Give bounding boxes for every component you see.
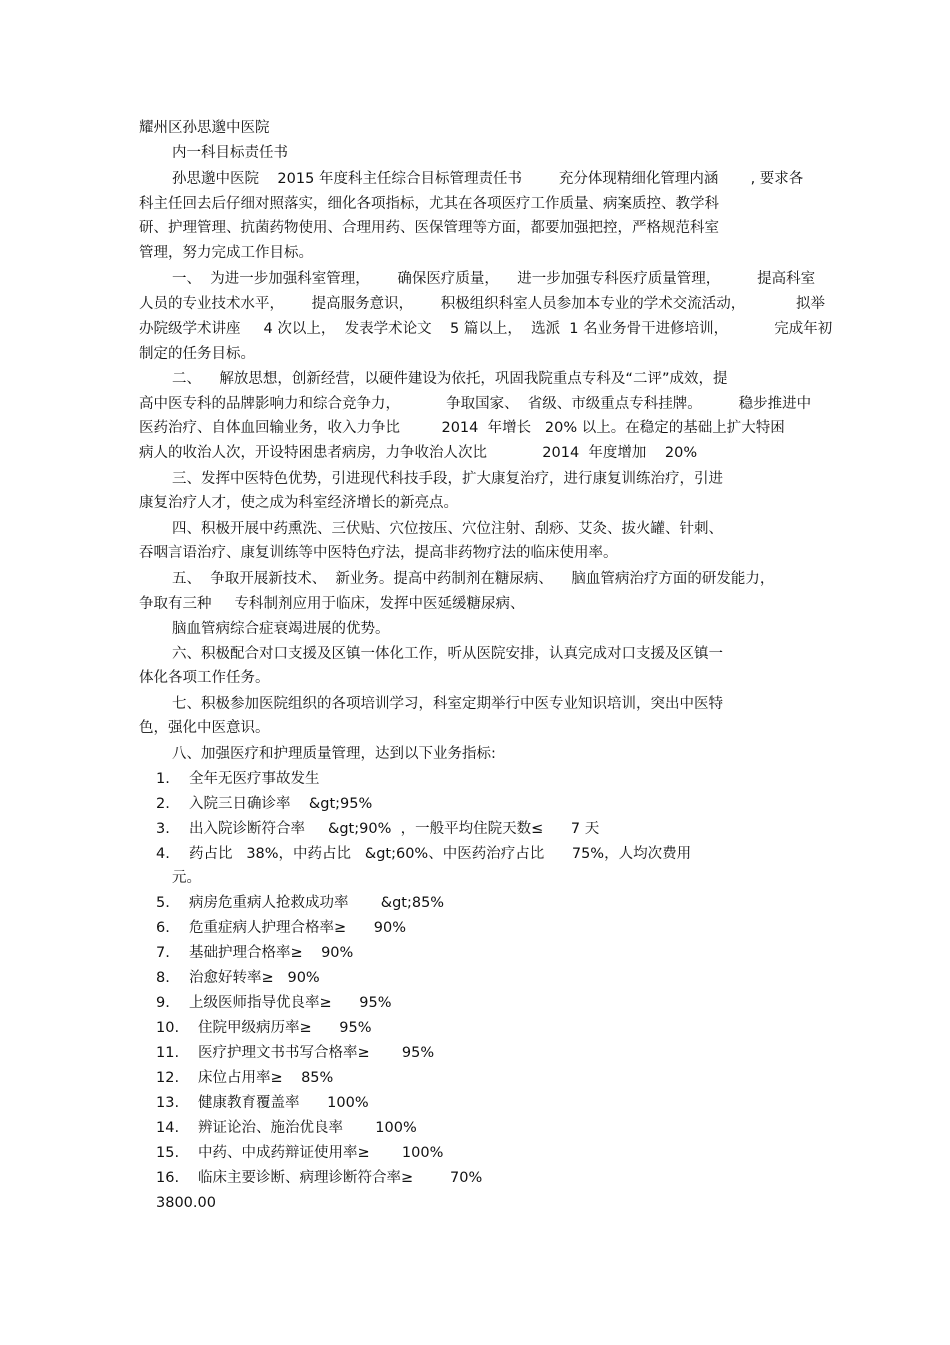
list-item [156, 943, 353, 963]
item-text: 辨证论治、施治优良率 100% [198, 1120, 417, 1136]
item-number: 11. [156, 1045, 180, 1061]
item-number: 3. [156, 821, 170, 837]
list-item [156, 794, 372, 814]
org-name: 耀州区孙思邈中医院 [139, 120, 270, 136]
list-item [156, 1068, 333, 1088]
section-2-line: 高中医专科的品牌影响力和综合竞争力， 争取国家、 省级、市级重点专科挂牌。 稳步推进中 [139, 396, 812, 412]
section-2-line: 医药治疗、自体血回输业务，收入力争比 2014 年增长 20% 以上。在稳定的基础上扩大特困 [139, 420, 785, 436]
item-number: 2. [156, 796, 170, 812]
item-number: 1. [156, 771, 170, 787]
section-5-line: 五、 争取开展新技术、 新业务。提高中药制剂在糖尿病、 脑血管病治疗方面的研发能力， [172, 571, 775, 587]
list-item [156, 918, 406, 938]
item-text: 医疗护理文书书写合格率≥ 95% [198, 1045, 435, 1061]
item-text: 危重症病人护理合格率≥ 90% [189, 920, 407, 936]
intro-line: 孙思邈中医院 2015 年度科主任综合目标管理责任书 充分体现精细化管理内涵 , 要求各 [172, 171, 804, 187]
item-text: 入院三日确诊率 &gt;95% [189, 796, 373, 812]
section-6-line: 体化各项工作任务。 [139, 670, 270, 686]
list-item [156, 1118, 417, 1138]
section-4-line: 四、积极开展中药熏洗、三伏贴、穴位按压、穴位注射、刮痧、艾灸、拔火罐、针刺、 [172, 521, 723, 537]
item-text: 床位占用率≥ 85% [198, 1070, 334, 1086]
section-2-line: 病人的收治人次，开设特困患者病房，力争收治人次比 2014 年度增加 20% [139, 445, 698, 461]
section-7-line: 色，强化中医意识。 [139, 720, 270, 736]
item-text: 中药、中成药辩证使用率≥ 100% [198, 1145, 444, 1161]
item-number: 13. [156, 1095, 180, 1111]
item-number: 7. [156, 945, 170, 961]
document-title: 内一科目标责任书 [172, 145, 288, 161]
intro-line: 科主任回去后仔细对照落实，细化各项指标，尤其在各项医疗工作质量、病案质控、教学科 [139, 196, 719, 212]
section-6-line: 六、积极配合对口支援及区镇一体化工作，听从医院安排，认真完成对口支援及区镇一 [172, 646, 723, 662]
item-text: 药占比 38%，中药占比 &gt;60%、中医药治疗占比 75%，人均次费用 [189, 846, 692, 862]
list-item [156, 769, 320, 789]
list-item [156, 1143, 443, 1163]
intro-line: 研、护理管理、抗菌药物使用、合理用药、医保管理等方面，都要加强把控，严格规范科室 [139, 220, 719, 236]
section-3-line: 康复治疗人才，使之成为科室经济增长的新亮点。 [139, 495, 458, 511]
section-1-line: 办院级学术讲座 4 次以上， 发表学术论文 5 篇以上， 选派 1 名业务骨干进修培训， 完成年初 [139, 321, 833, 337]
list-item [156, 1093, 369, 1113]
item-text: 全年无医疗事故发生 [189, 771, 320, 787]
section-5-line: 争取有三种 专科制剂应用于临床，发挥中医延缓糖尿病、 [139, 596, 525, 612]
item-number: 4. [156, 846, 170, 862]
section-7-line: 七、积极参加医院组织的各项培训学习，科室定期举行中医专业知识培训，突出中医特 [172, 696, 723, 712]
section-3-line: 三、发挥中医特色优势，引进现代科技手段，扩大康复治疗，进行康复训练治疗，引进 [172, 471, 723, 487]
section-1-line: 人员的专业技术水平， 提高服务意识， 积极组织科室人员参加本专业的学术交流活动， 拟举 [139, 296, 826, 312]
item-number: 15. [156, 1145, 180, 1161]
list-item [156, 844, 691, 864]
section-4-line: 吞咽言语治疗、康复训练等中医特色疗法，提高非药物疗法的临床使用率。 [139, 545, 618, 561]
intro-line: 管理，努力完成工作目标。 [139, 245, 313, 261]
item-number: 16. [156, 1170, 180, 1186]
item-number: 10. [156, 1020, 180, 1036]
item-number: 9. [156, 995, 170, 1011]
footer-value: 3800.00 [156, 1195, 216, 1211]
section-2-line: 二、 解放思想，创新经营，以硬件建设为依托，巩固我院重点专科及“二评”成效，提 [172, 371, 728, 387]
item-text: 住院甲级病历率≥ 95% [198, 1020, 372, 1036]
list-item-continuation: 元。 [172, 870, 201, 886]
list-item [156, 893, 444, 913]
item-number: 14. [156, 1120, 180, 1136]
item-number: 6. [156, 920, 170, 936]
item-text: 临床主要诊断、病理诊断符合率≥ 70% [198, 1170, 483, 1186]
item-text: 上级医师指导优良率≥ 95% [189, 995, 392, 1011]
item-number: 8. [156, 970, 170, 986]
section-1-line: 一、 为进一步加强科室管理， 确保医疗质量， 进一步加强专科医疗质量管理， 提高科室 [172, 271, 816, 287]
item-text: 病房危重病人抢救成功率 &gt;85% [189, 895, 445, 911]
list-item [156, 968, 320, 988]
item-text: 基础护理合格率≥ 90% [189, 945, 354, 961]
section-5-line: 脑血管病综合症衰竭进展的优势。 [172, 621, 390, 637]
list-item [156, 1168, 482, 1188]
list-item [156, 819, 599, 839]
section-8-heading: 八、加强医疗和护理质量管理，达到以下业务指标: [172, 746, 496, 762]
list-item [156, 1018, 372, 1038]
item-text: 出入院诊断符合率 &gt;90% ，一般平均住院天数≤ 7 天 [189, 821, 600, 837]
item-number: 12. [156, 1070, 180, 1086]
item-number: 5. [156, 895, 170, 911]
section-1-line: 制定的任务目标。 [139, 346, 255, 362]
item-text: 治愈好转率≥ 90% [189, 970, 320, 986]
list-item [156, 993, 392, 1013]
list-item [156, 1043, 434, 1063]
item-text: 健康教育覆盖率 100% [198, 1095, 369, 1111]
